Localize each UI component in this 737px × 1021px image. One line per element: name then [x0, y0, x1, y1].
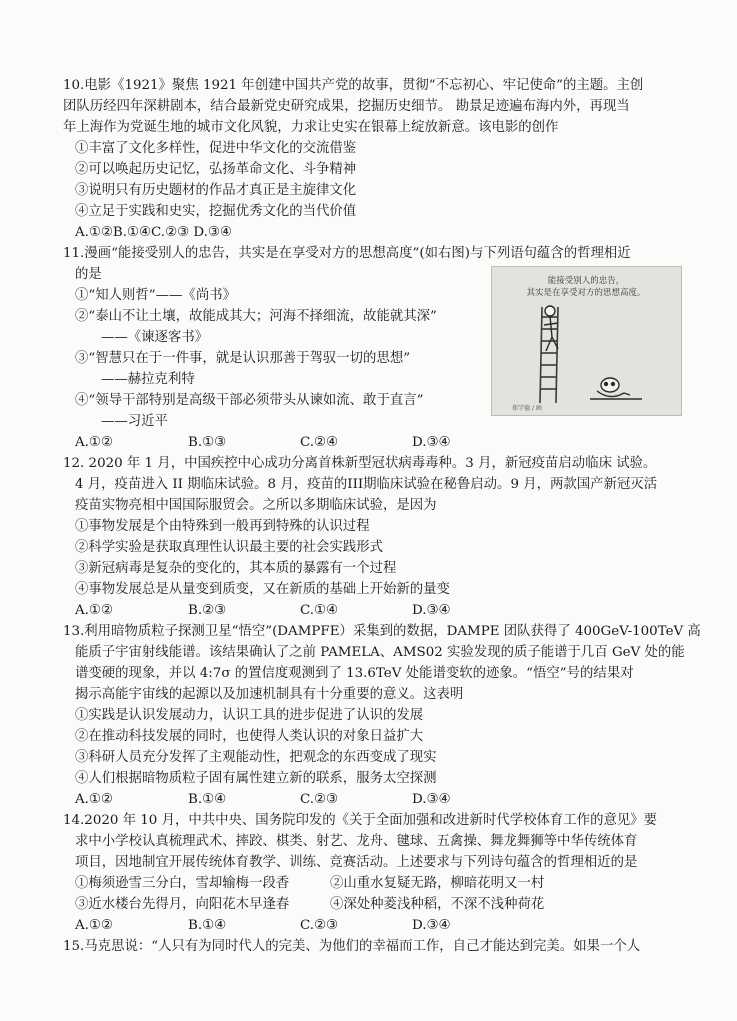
q11-answer-b: B.①③ — [188, 435, 227, 450]
q14-answer-c: C.②③ — [300, 918, 339, 933]
q12-answer-b: B.②③ — [188, 603, 227, 618]
q12-option: ④事物发展总是从量变到质变，又在新质的基础上开始新的量变 — [75, 582, 450, 597]
q11-option-source: ——《谏逐客书》 — [101, 330, 209, 345]
q14-answer-a: A.①② — [75, 918, 113, 933]
q10-option: ②可以唤起历史记忆，弘扬革命文化、斗争精神 — [75, 162, 357, 177]
q15-stem-line: 15.马克思说：“人只有为同时代人的完美、为他们的幸福而工作，自己才能达到完美。如果一个人 — [63, 939, 641, 954]
q13-option: ①实践是认识发展动力，认识工具的进步促进了认识的发展 — [75, 708, 424, 723]
q12-stem-line: 12. 2020 年 1 月，中国疾控中心成功分离首株新型冠状病毒毒种。3 月，新冠疫苗启动临床 试验。 — [63, 456, 657, 471]
q12-answer-c: C.①④ — [300, 603, 339, 618]
q12-stem-line: 4 月，疫苗进入 II 期临床试验。8 月，疫苗的III期临床试验在秘鲁启动。9 月，两款国产新冠灭活 — [75, 477, 658, 492]
cartoon-drawing — [492, 267, 681, 415]
q13-answer-b: B.①④ — [188, 792, 227, 807]
q14-answer-b: B.①④ — [188, 918, 227, 933]
q11-option: ④“领导干部特别是高级干部必须带头从谏如流、敢于直言” — [75, 393, 424, 408]
q14-stem-line: 求中小学校认真梳理武术、摔跤、棋类、射艺、龙舟、毽球、五禽操、舞龙舞狮等中华传统体育 — [75, 834, 638, 849]
q13-stem-line: 13.利用暗物质粒子探测卫星“悟空”(DAMPFE）采集到的数据，DAMPE 团队获得了 400GeV-100TeV 高 — [63, 624, 701, 639]
q11-option: ③“智慧只在于一件事，就是认识那善于驾驭一切的思想” — [75, 351, 411, 366]
q10-option: ④立足于实践和史实，挖掘优秀文化的当代价值 — [75, 204, 357, 219]
q13-option: ④人们根据暗物质粒子固有属性建立新的联系，服务太空探测 — [75, 771, 437, 786]
q14-stem-line: 项目，因地制宜开展传统体育教学、训练、竞赛活动。上述要求与下列诗句蕴含的哲理相近的是 — [75, 855, 638, 870]
q11-option: ①“知人则哲”——《尚书》 — [75, 288, 236, 303]
q12-answer-a: A.①② — [75, 603, 113, 618]
q10-stem-line: 年上海作为党诞生地的城市文化风貌，力求让史实在银幕上绽放新意。该电影的创作 — [63, 120, 559, 135]
q14-option: ②山重水复疑无路，柳暗花明又一村 — [330, 876, 545, 891]
cartoon-image — [491, 266, 682, 416]
q12-option: ③新冠病毒是复杂的变化的，其本质的暴露有一个过程 — [75, 561, 397, 576]
q11-option-source: ——习近平 — [101, 414, 168, 429]
q11-option: ②“泰山不让土壤，故能成其大；河海不择细流，故能就其深” — [75, 309, 437, 324]
q13-stem-line: 揭示高能宇宙线的起源以及加速机制具有十分重要的意义。这表明 — [75, 687, 464, 702]
q13-option: ③科研人员充分发挥了主观能动性，把观念的东西变成了现实 — [75, 750, 437, 765]
ladder-drawing — [540, 307, 558, 403]
q11-stem-line: 11.漫画“能接受别人的忠告，共实是在享受对方的思想高度”(如右图)与下列语句蕴含的哲理相近 — [63, 246, 631, 261]
ground-figure — [590, 378, 642, 399]
q12-option: ②科学实验是获取真理性认识最主要的社会实践形式 — [75, 540, 383, 555]
cartoon-signature: 郑学德 / 画 — [512, 405, 542, 412]
q11-stem-line: 的是 — [75, 267, 102, 282]
q14-answer-d: D.③④ — [412, 918, 451, 933]
q10-option: ③说明只有历史题材的作品才真正是主旋律文化 — [75, 183, 357, 198]
q12-stem-line: 疫苗实物亮相中国国际服贸会。之所以多期临床试验，是因为 — [75, 498, 437, 513]
q12-option: ①事物发展是个由特殊到一般再到特殊的认识过程 — [75, 519, 370, 534]
q14-option: ④深处种菱浅种稻，不深不浅种荷花 — [330, 897, 545, 912]
q13-answer-d: D.③④ — [412, 792, 451, 807]
q14-stem-line: 14.2020 年 10 月，中共中央、国务院印发的《关于全面加强和改进新时代学校体育工作的意见》要 — [63, 813, 658, 828]
q11-answer-d: D.③④ — [412, 435, 451, 450]
q12-answer-d: D.③④ — [412, 603, 451, 618]
q11-option-source: ——赫拉克利特 — [101, 372, 195, 387]
cartoon-caption-2: 其实是在享受对方的思想高度。 — [526, 288, 646, 298]
q14-option: ③近水楼台先得月，向阳花木早逢春 — [75, 897, 290, 912]
q13-stem-line: 谱变硬的现象，并以 4:7σ 的置信度观测到了 13.6TeV 处能谱变软的迹象。“悟空”号的结果对 — [75, 666, 634, 681]
q13-answer-c: C.②③ — [300, 792, 339, 807]
q10-answer-choices: A.①②B.①④C.②③ D.③④ — [75, 225, 232, 240]
q11-answer-a: A.①② — [75, 435, 113, 450]
cartoon-caption-1: 能接受别人的忠告， — [547, 276, 625, 286]
q13-answer-a: A.①② — [75, 792, 113, 807]
q14-option: ①梅须逊雪三分白，雪却输梅一段香 — [75, 876, 290, 891]
q13-stem-line: 能质子宇宙射线能谱。该结果确认了之前 PAMELA、AMS02 实验发现的质子能谱于几百 GeV 处的能 — [75, 645, 685, 660]
q11-answer-c: C.②④ — [300, 435, 339, 450]
q10-stem-line: 10.电影《1921》聚焦 1921 年创建中国共产党的故事，贯彻“不忘初心、牢记使命”的主题。主创 — [63, 78, 644, 93]
q10-option: ①丰富了文化多样性，促进中华文化的交流借鉴 — [75, 141, 357, 156]
q10-stem-line: 团队历经四年深耕剧本，结合最新党史研究成果，挖掘历史细节。 勘景足迹遍布海内外，再现当 — [63, 99, 630, 114]
q13-option: ②在推动科技发展的同时，也使得人类认识的对象日益扩大 — [75, 729, 424, 744]
